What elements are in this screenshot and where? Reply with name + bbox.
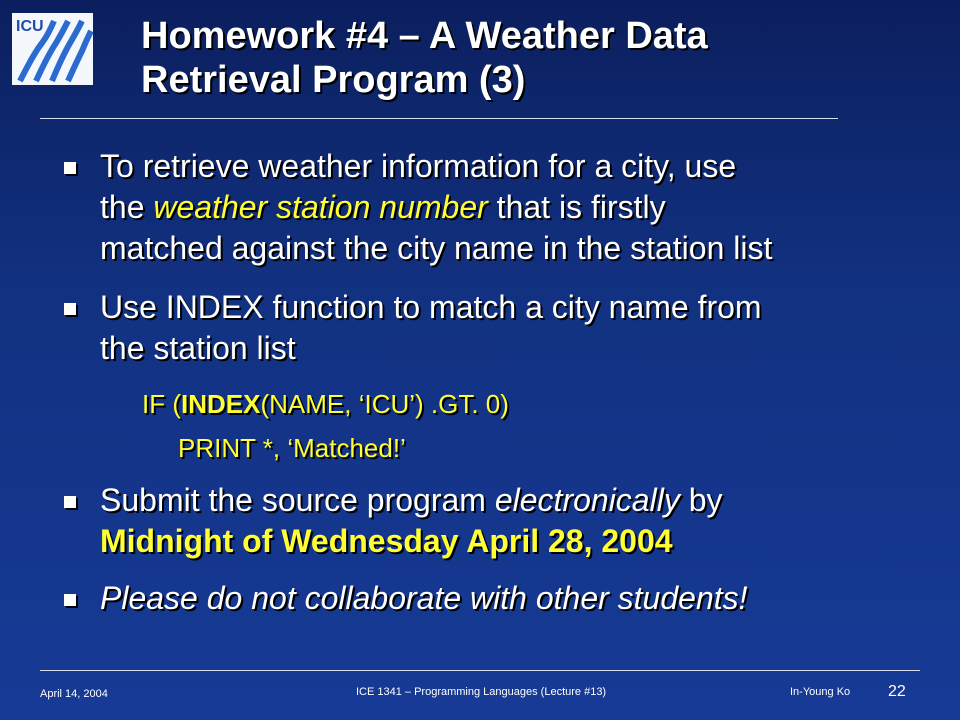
- bullet-2-text: [100, 287, 920, 369]
- bullet-2-line-1: Use INDEX function to match a city name from: [100, 289, 762, 325]
- footer-divider: [40, 670, 920, 671]
- icu-logo-graphic: [12, 13, 93, 85]
- page-number: 22: [888, 683, 906, 700]
- bullet-2-line-2: the station list: [100, 330, 296, 366]
- electronically-emphasis: electronically: [494, 482, 680, 518]
- footer-author: In-Young Ko: [790, 686, 851, 698]
- bullet-1-line-2: [100, 187, 920, 228]
- code-if: IF (: [142, 389, 181, 419]
- code-line-1: [142, 388, 509, 420]
- weather-station-number-highlight: weather station number: [153, 189, 488, 225]
- bullet-marker-3: [64, 496, 76, 508]
- bullet-1-line-1: To retrieve weather information for a city, use: [100, 148, 737, 184]
- title-line-1: Homework #4 – A Weather Data: [141, 15, 708, 57]
- bullet-3-line-1: [100, 480, 920, 521]
- bullet-marker-2: [64, 303, 76, 315]
- bullet-3-line-1-end: by: [679, 482, 723, 518]
- code-index-keyword: INDEX: [181, 389, 261, 419]
- footer-course: ICE 1341 – Programming Languages (Lecture #13): [356, 686, 607, 698]
- footer-date: April 14, 2004: [40, 688, 108, 700]
- deadline-text: Midnight of Wednesday April 28, 2004: [100, 523, 673, 559]
- bullet-4-text: Please do not collaborate with other students!: [100, 580, 748, 616]
- bullet-1-text: [100, 146, 920, 269]
- title-divider: [40, 118, 838, 119]
- title-line-2: Retrieval Program (3): [141, 59, 526, 101]
- bullet-1-line-2-start: the: [100, 189, 154, 225]
- bullet-1-line-2-end: that is firstly: [487, 189, 666, 225]
- code-condition: (NAME, ‘ICU’) .GT. 0): [260, 389, 509, 419]
- bullet-3-text: [100, 480, 920, 562]
- bullet-1-line-3: matched against the city name in the station list: [100, 230, 773, 266]
- logo-text: ICU: [16, 18, 44, 35]
- code-line-2: PRINT *, ‘Matched!’: [178, 433, 406, 463]
- bullet-marker-4: [64, 594, 76, 606]
- slide-title: [141, 14, 921, 102]
- bullet-3-line-1-start: Submit the source program: [100, 482, 495, 518]
- bullet-marker-1: [64, 162, 76, 174]
- icu-logo: [12, 13, 93, 85]
